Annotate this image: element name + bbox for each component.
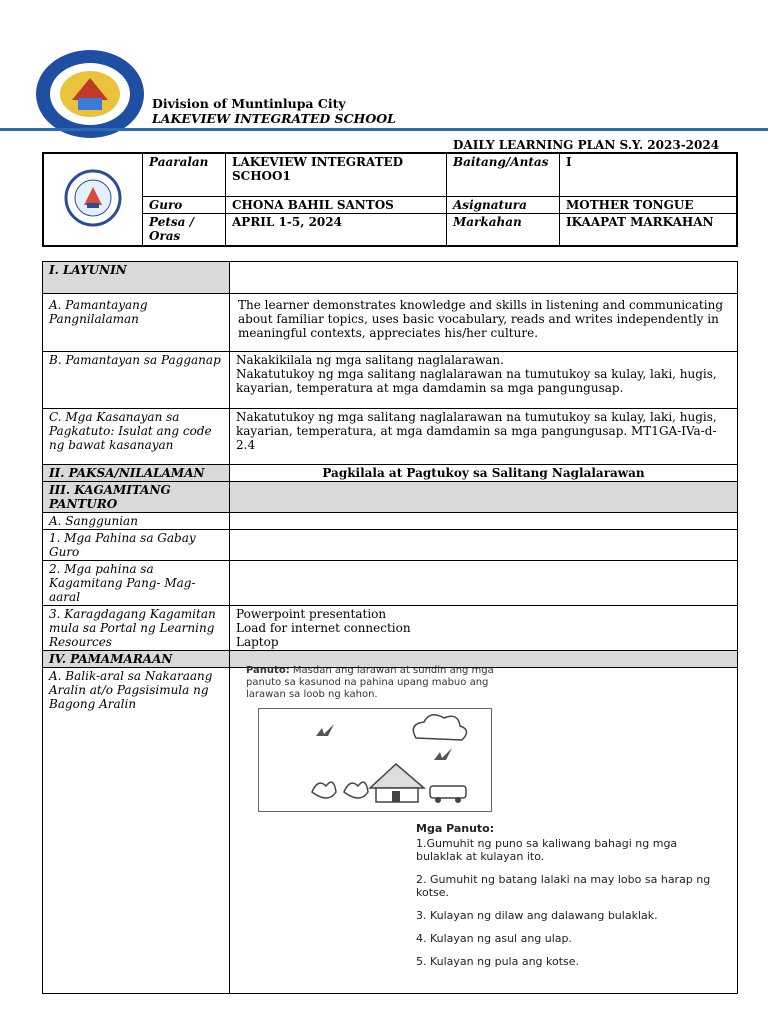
deped-seal-cell bbox=[43, 153, 143, 246]
kagamitan-value bbox=[230, 482, 738, 513]
gabay-guro-label: 1. Mga Pahina sa Gabay Guro bbox=[43, 530, 230, 561]
school-seal-logo bbox=[34, 48, 146, 140]
paksa-value: Pagkilala at Pagtukoy sa Salitang Naglalarawan bbox=[230, 465, 738, 482]
panuto-step-3: 3. Kulayan ng dilaw ang dalawang bulaklak. bbox=[416, 909, 658, 922]
panuto-text-block bbox=[246, 665, 516, 701]
gabay-guro-value bbox=[230, 530, 738, 561]
karagdagang-label: 3. Karagdagang Kagamitan mula sa Portal ng Learning Resources bbox=[43, 606, 230, 651]
resource-internet: Load for internet connection bbox=[236, 621, 411, 635]
guro-label: Guro bbox=[143, 196, 226, 213]
karagdagang-value bbox=[230, 606, 738, 651]
baitang-label: Baitang/Antas bbox=[447, 153, 560, 196]
pahina-label: 2. Mga pahina sa Kagamitang Pang- Mag-aaral bbox=[43, 561, 230, 606]
plan-title: DAILY LEARNING PLAN S.Y. 2023-2024 bbox=[453, 138, 720, 152]
kasanayan-value: Nakatutukoy ng mga salitang naglalarawan na tumutukoy sa kulay, laki, hugis, kayarian, temperatura, at mga damdamin sa mga pangungusap. MT1GA-IVa-d-2.4 bbox=[230, 409, 738, 465]
paaralan-label: Paaralan bbox=[143, 153, 226, 196]
petsa-label: Petsa / Oras bbox=[143, 213, 226, 246]
panuto-text: Masdan ang larawan at sundin ang mga panuto sa kasunod na pahina upang mabuo ang larawan sa loob ng kahon. bbox=[246, 665, 494, 700]
guro-value: CHONA BAHIL SANTOS bbox=[226, 196, 447, 213]
panuto-step-2: 2. Gumuhit ng batang lalaki na may lobo sa harap ng kotse. bbox=[416, 873, 711, 899]
worksheet-picture-box bbox=[258, 708, 492, 812]
markahan-value: IKAAPAT MARKAHAN bbox=[560, 213, 738, 246]
kasanayan-label: C. Mga Kasanayan sa Pagkatuto: Isulat ang code ng bawat kasanayan bbox=[43, 409, 230, 465]
pamamaraan-heading: IV. PAMAMARAAN bbox=[43, 651, 230, 668]
pagganap-value bbox=[230, 352, 738, 409]
panuto-label: Panuto: bbox=[246, 665, 290, 676]
deped-seal-icon bbox=[64, 169, 122, 227]
pahina-value bbox=[230, 561, 738, 606]
school-name: LAKEVIEW INTEGRATED SCHOOL bbox=[152, 111, 396, 126]
mga-panuto-block bbox=[416, 822, 726, 968]
pagganap-label: B. Pamantayan sa Pagganap bbox=[43, 352, 230, 409]
panuto-step-5: 5. Kulayan ng pula ang kotse. bbox=[416, 955, 580, 968]
layunin-value bbox=[230, 262, 738, 294]
panuto-step-1: 1.Gumuhit ng puno sa kaliwang bahagi ng mga bulaklak at kulayan ito. bbox=[416, 837, 678, 863]
paksa-heading: II. PAKSA/NILALAMAN bbox=[43, 465, 230, 482]
resource-laptop: Laptop bbox=[236, 635, 279, 649]
kagamitan-heading: III. KAGAMITANG PANTURO bbox=[43, 482, 230, 513]
pagganap-line1: Nakakikilala ng mga salitang naglalarawan. bbox=[236, 353, 504, 367]
paaralan-value: LAKEVIEW INTEGRATED SCHOO1 bbox=[226, 153, 447, 196]
mga-panuto-heading: Mga Panuto: bbox=[416, 822, 495, 835]
layunin-heading: I. LAYUNIN bbox=[43, 262, 230, 294]
pagganap-line2: Nakatutukoy ng mga salitang naglalarawan na tumutukoy sa kulay, laki, hugis, kayarian, temperatura at mga damdamin sa mga pangungusap. bbox=[236, 367, 717, 395]
asignatura-value: MOTHER TONGUE bbox=[560, 196, 738, 213]
sanggunian-label: A. Sanggunian bbox=[43, 513, 230, 530]
resource-powerpoint: Powerpoint presentation bbox=[236, 607, 387, 621]
balik-aral-label: A. Balik-aral sa Nakaraang Aralin at/o Pagsisimula ng Bagong Aralin bbox=[43, 668, 230, 994]
division-name: Division of Muntinlupa City bbox=[152, 96, 346, 111]
info-table bbox=[42, 152, 738, 247]
pamantayang-value: The learner demonstrates knowledge and skills in listening and communicating about familiar topics, uses basic vocabulary, reads and writes independently in meaningful contexts, appreciates his/her culture. bbox=[230, 294, 738, 352]
header-divider bbox=[0, 128, 768, 131]
baitang-value: I bbox=[560, 153, 738, 196]
petsa-value: APRIL 1-5, 2024 bbox=[226, 213, 447, 246]
asignatura-label: Asignatura bbox=[447, 196, 560, 213]
markahan-label: Markahan bbox=[447, 213, 560, 246]
pamantayang-label: A. Pamantayang Pangnilalaman bbox=[43, 294, 230, 352]
sanggunian-value bbox=[230, 513, 738, 530]
panuto-step-4: 4. Kulayan ng asul ang ulap. bbox=[416, 932, 573, 945]
